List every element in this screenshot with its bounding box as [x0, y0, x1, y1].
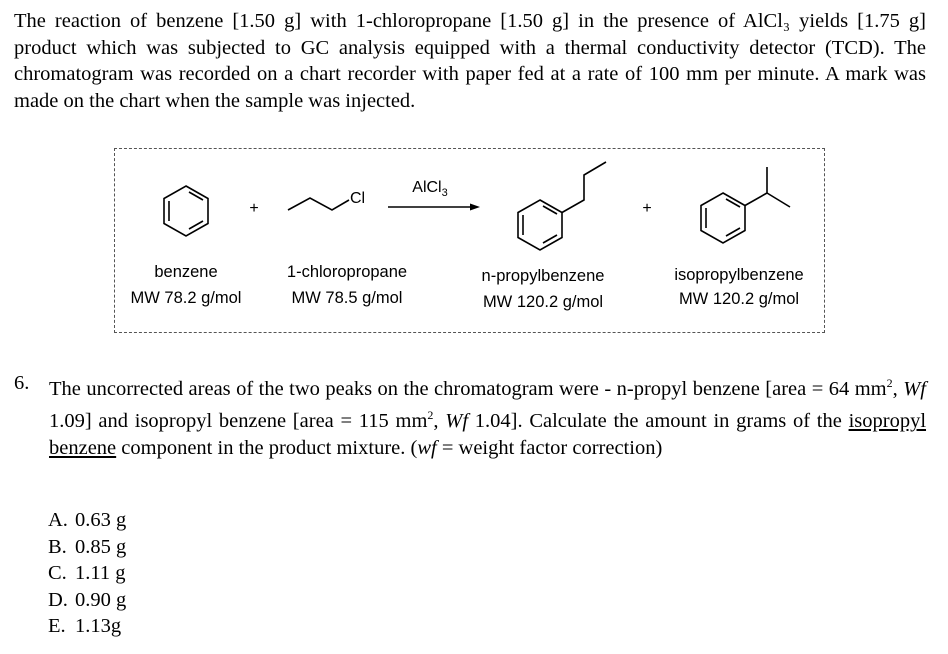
reagent-subscript: 3: [441, 187, 448, 199]
wf-symbol: Wf: [445, 410, 469, 433]
compound-name: benzene: [154, 263, 218, 281]
compound-mw: MW 120.2 g/mol: [678, 290, 800, 308]
answer-choices: [48, 507, 126, 640]
wf-symbol: Wf: [903, 377, 926, 400]
superscript: 2: [886, 376, 893, 390]
choice-c[interactable]: [48, 560, 126, 587]
compound-label-n-propylbenzene: [468, 266, 618, 312]
choice-letter: B.: [48, 535, 67, 558]
choice-b[interactable]: [48, 534, 126, 561]
superscript: 2: [427, 408, 434, 423]
choice-text: 0.85 g: [75, 535, 127, 558]
chloropropane-structure: [288, 198, 349, 210]
question-text: The uncorrected areas of the two peaks on the chromatogram were - n-propyl benzene [area = 64 $mm^2$, Wf 1.09] and isopropyl benzene [area = 115 $mm^2$, Wf 1.04]. Calculate the amount in grams of the isopropyl benzene component in the product mixture. (wf = weight factor correction): [49, 376, 927, 459]
choice-d[interactable]: [48, 587, 126, 614]
underlined-term: isopropyl benzene: [49, 410, 927, 459]
choice-a[interactable]: [48, 507, 126, 534]
n-propylbenzene-structure: [518, 162, 606, 250]
compound-name: n-propylbenzene: [481, 267, 605, 285]
choice-text: 0.63 g: [75, 509, 127, 531]
reagent-label: [412, 179, 447, 199]
question-number: 6.: [14, 372, 30, 394]
compound-mw: MW 78.2 g/mol: [130, 289, 242, 307]
choice-letter: E.: [48, 615, 66, 637]
isopropylbenzene-structure: [701, 167, 790, 243]
compound-mw: MW 78.5 g/mol: [291, 289, 403, 307]
intro-paragraph: The reaction of benzene [1.50 g] with 1-chloropropane [1.50 g] in the presence of AlCl₃ yields [1.75 g] product which was subjected to GC analysis equipped with a thermal conductivity detector (TCD). The chromatogram was recorded on a chart recorder with paper fed at a rate of 100 mm per minute. A mark was made on the chart when the sample was injected.: [14, 10, 926, 112]
compound-mw: MW 120.2 g/mol: [482, 293, 604, 311]
compound-label-benzene: [118, 262, 254, 308]
plus-sign: +: [642, 200, 652, 217]
choice-letter: C.: [48, 562, 67, 584]
wf-symbol: wf: [417, 436, 437, 459]
choice-letter: D.: [48, 588, 68, 611]
compound-label-chloropropane: [272, 262, 422, 308]
choice-text: 1.13g: [75, 615, 122, 637]
question-6: [14, 370, 926, 461]
choice-text: 1.11 g: [75, 562, 126, 584]
reagent-main: AlCl: [412, 179, 442, 196]
choice-letter: A.: [48, 509, 68, 531]
choice-e[interactable]: [48, 613, 126, 640]
choice-text: 0.90 g: [75, 588, 127, 611]
plus-sign: +: [249, 200, 259, 217]
reaction-arrow: [388, 204, 480, 211]
benzene-structure: [164, 186, 208, 236]
compound-name: isopropylbenzene: [674, 266, 804, 284]
chlorine-atom: Cl: [350, 190, 366, 207]
compound-name: 1-chloropropane: [286, 263, 408, 281]
compound-label-isopropylbenzene: [661, 265, 817, 309]
